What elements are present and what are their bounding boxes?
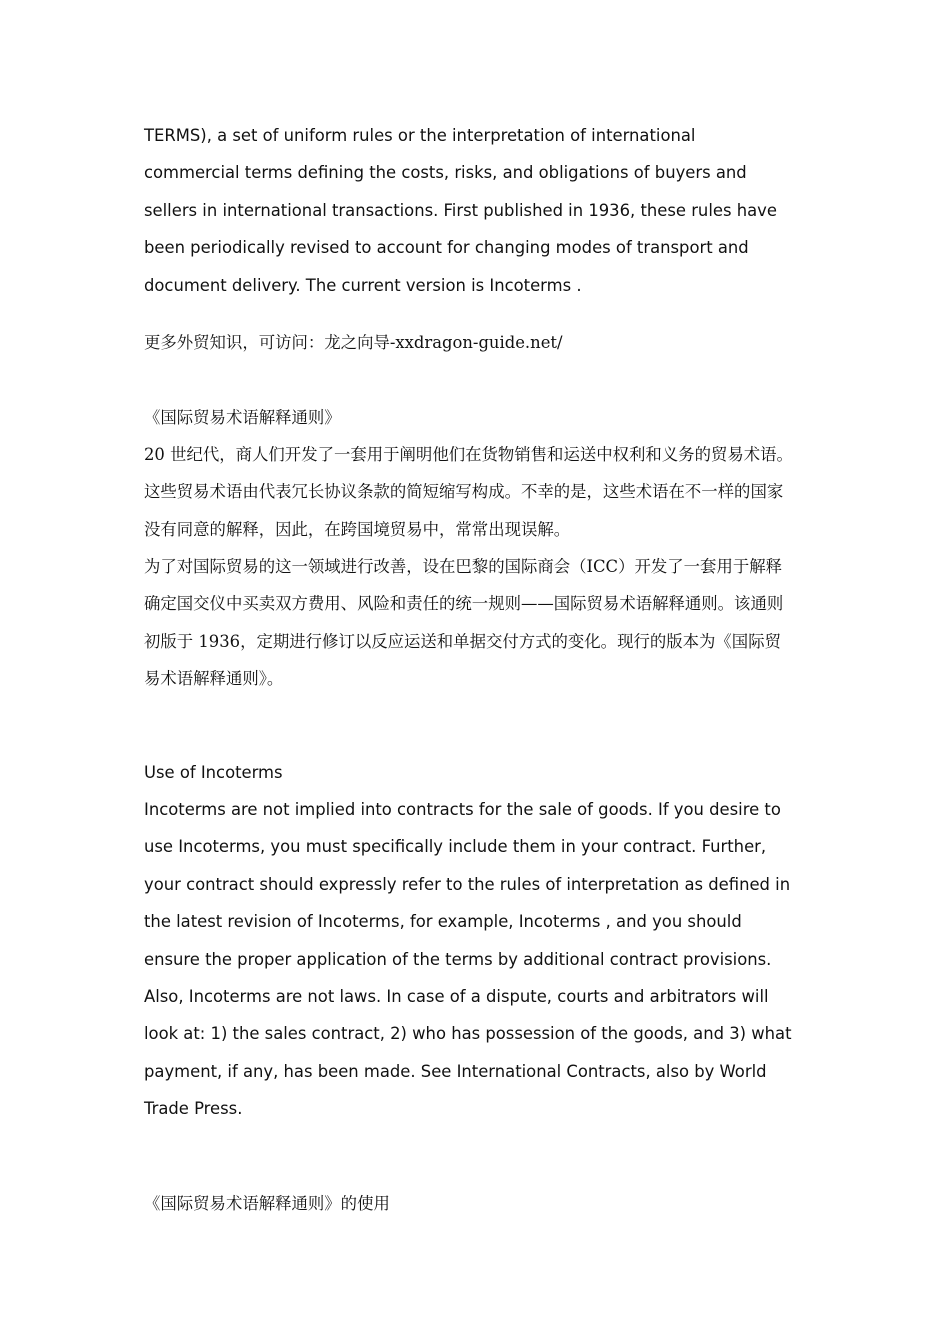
use-of-incoterms-paragraph: Incoterms are not implied into contracts for the sale of goods. If you desire to use Incoterms, you must specifically include them in your contract. Further, your contract should expressly refer to the rules of interpretation as defined in the latest revision of Incoterms, for example, Incoterms , and you should ensure the proper application of the terms by additional contract provisions. Also, Incoterms are not laws. In case of a dispute, courts and arbitrators will look at: 1) the sales contract, 2) who has possession of the goods, and 3) what payment, if any, has been made. See International Contracts, also by World Trade Press. <box>144 800 792 1119</box>
zh-section-title: 《国际贸易术语解释通则》 <box>144 408 341 427</box>
zh-paragraph-2: 为了对国际贸易的这一领域进行改善，设在巴黎的国际商会（ICC）开发了一套用于解释 确定国交仪中买卖双方费用、风险和责任的统一规则——国际贸易术语解释通则。该通则 初版于 1936，定期进行修订以反应运送和单据交付方式的变化。现行的版本为《国际贸 易术语解释通则》。 <box>144 557 784 689</box>
more-info-line: 更多外贸知识，可访问：龙之向导-xxdragon-guide.net/ <box>144 333 563 352</box>
zh-paragraph-1: 20 世纪代，商人们开发了一套用于阐明他们在货物销售和运送中权利和义务的贸易术语。 这些贸易术语由代表冗长协议条款的简短缩写构成。不幸的是，这些术语在不一样的国家 没有同意的解释，因此，在跨国境贸易中，常常出现误解。 <box>144 445 793 539</box>
use-of-incoterms-heading: Use of Incoterms <box>144 763 283 782</box>
zh-usage-title: 《国际贸易术语解释通则》的使用 <box>144 1194 390 1213</box>
intro-paragraph: TERMS), a set of uniform rules or the interpretation of international commercial terms defining the costs, risks, and obligations of buyers and sellers in international transactions. First published in 1936, these rules have been periodically revised to account for changing modes of transport and document delivery. The current version is Incoterms . <box>144 126 777 295</box>
